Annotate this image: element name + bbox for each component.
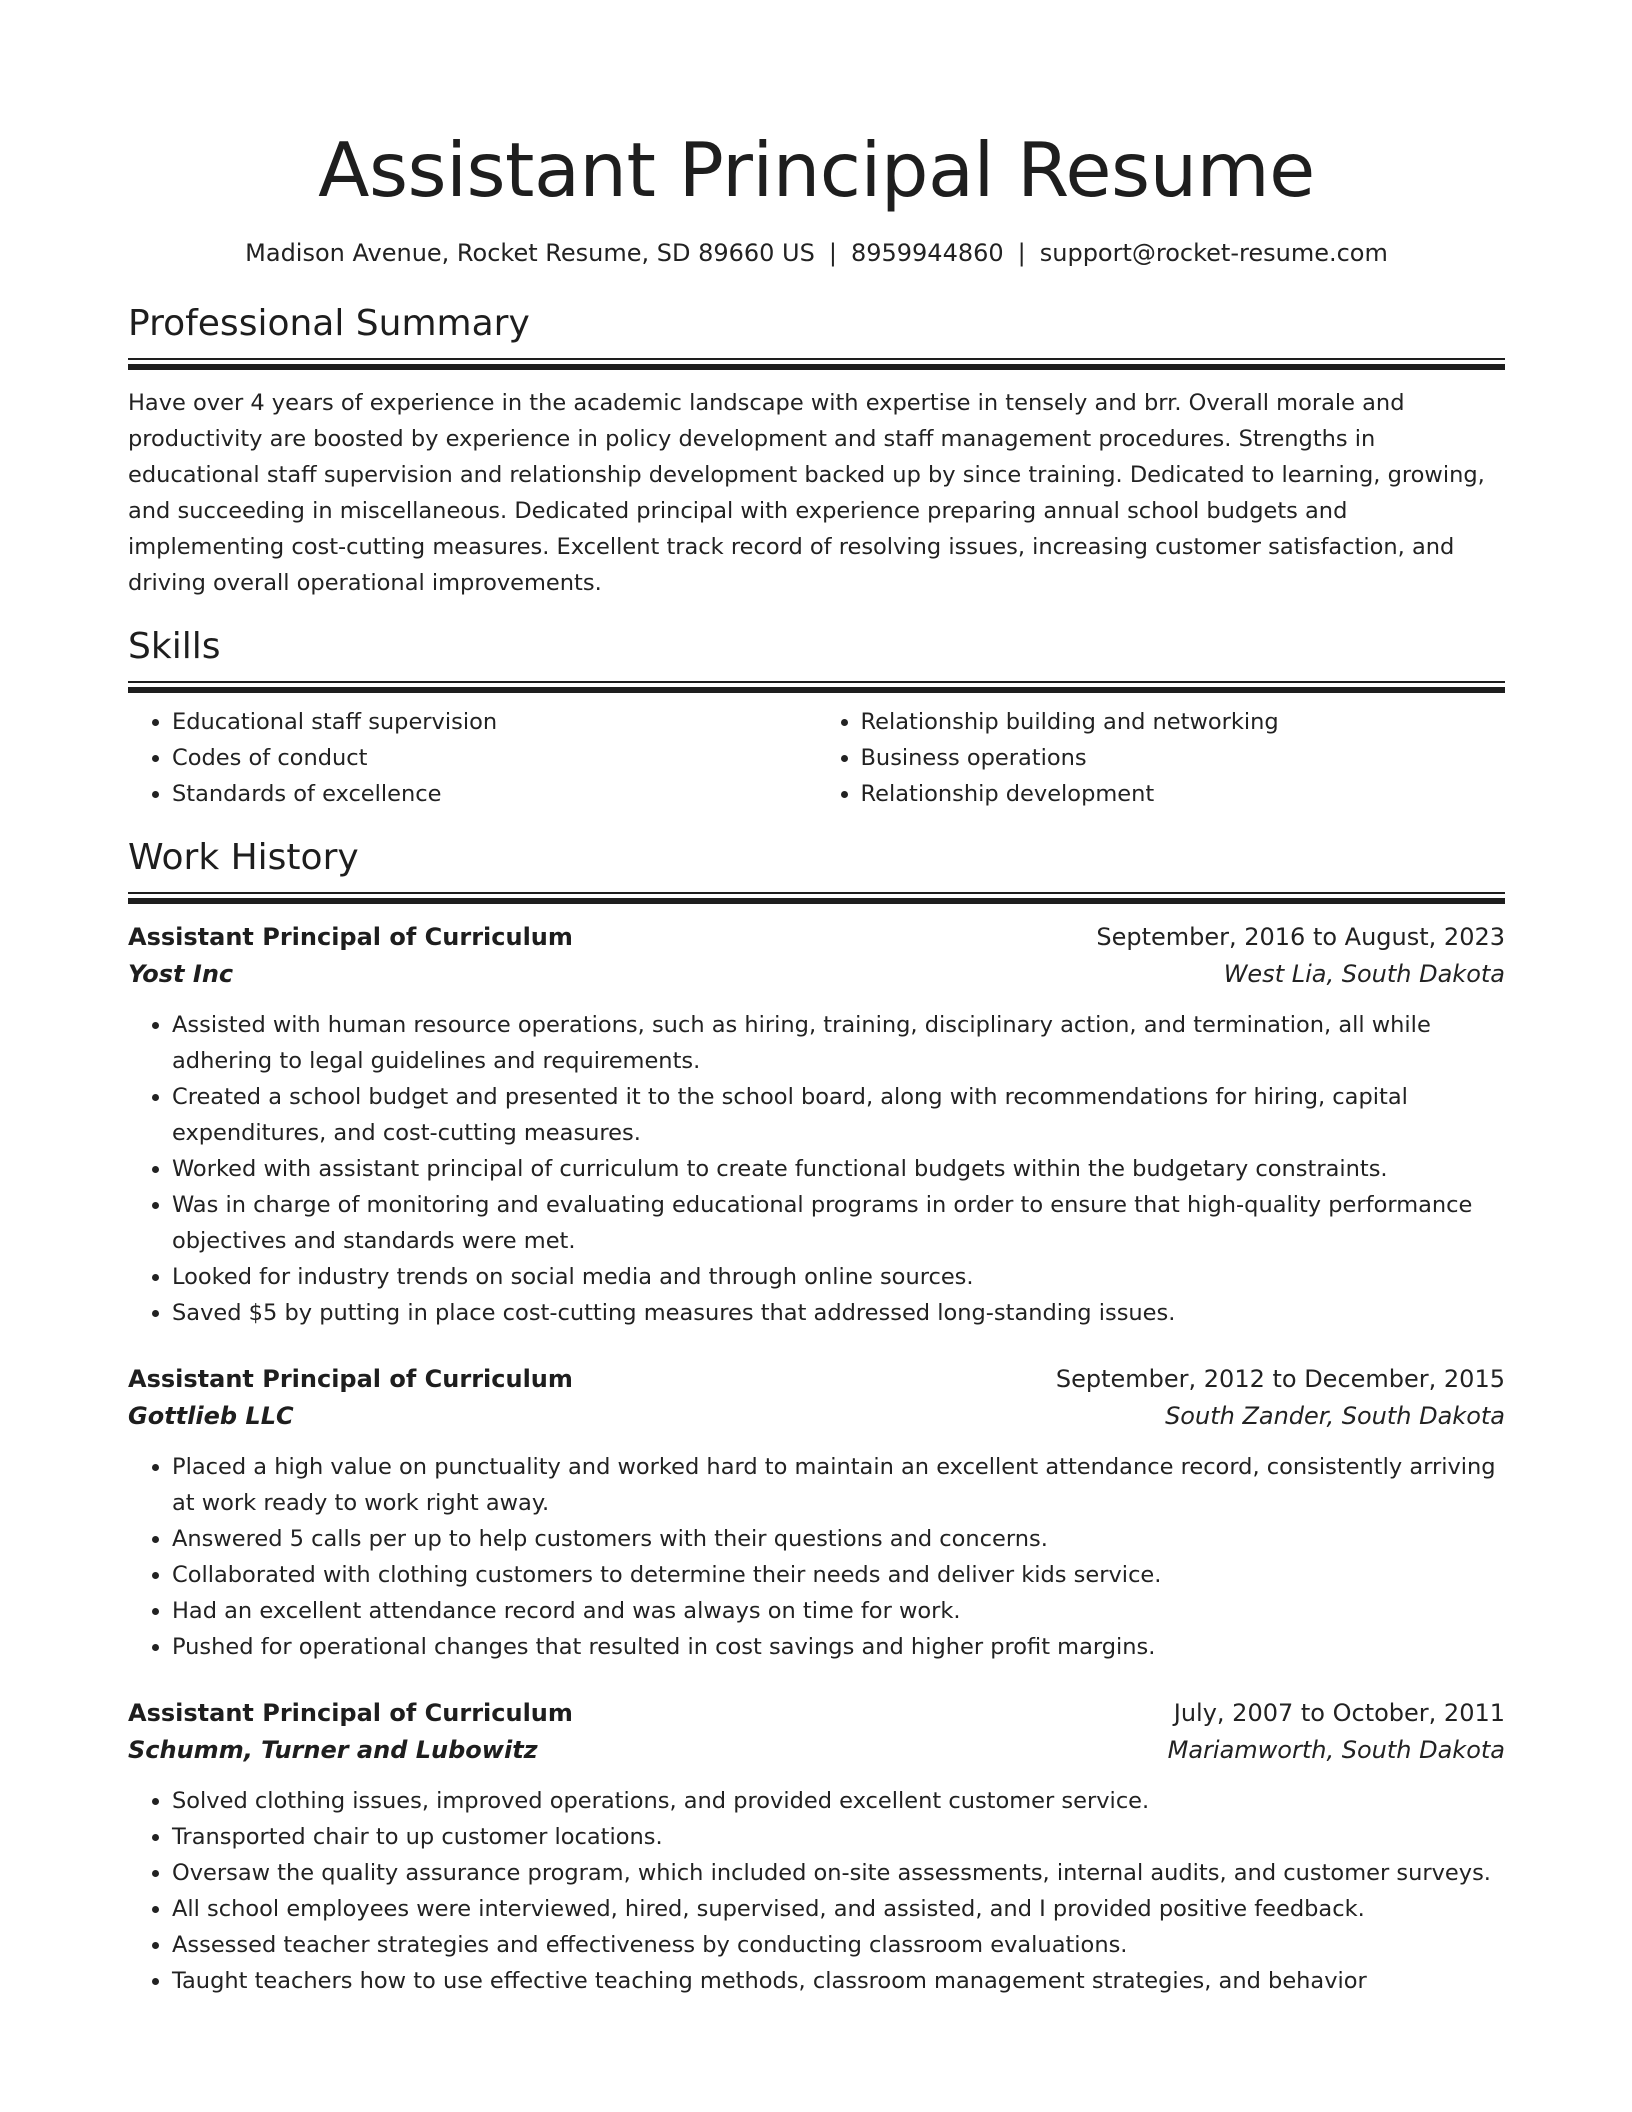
job-entry <box>128 919 1505 1331</box>
work-history-section <box>128 836 1505 1999</box>
contact-address: Madison Avenue, Rocket Resume, SD 89660 US <box>245 239 815 267</box>
job-bullet: • Solved clothing issues, improved operations, and provided excellent customer service. <box>172 1783 1505 1819</box>
job-title: Assistant Principal of Curriculum <box>128 1365 573 1393</box>
work-history-heading: Work History <box>128 837 359 878</box>
job-bullet: • All school employees were interviewed, hired, supervised, and assisted, and I provided positive feedback. <box>172 1891 1505 1927</box>
job-header <box>128 919 1505 955</box>
job-entry <box>128 1695 1505 1999</box>
skills-column-left <box>128 704 817 812</box>
summary-heading: Professional Summary <box>128 303 530 344</box>
section-divider <box>128 681 1505 692</box>
skill-item: • Relationship development <box>861 776 1506 812</box>
job-bullet: • Oversaw the quality assurance program, which included on-site assessments, internal audits, and customer surveys. <box>172 1855 1505 1891</box>
job-dates: September, 2016 to August, 2023 <box>1096 923 1505 951</box>
job-bullet: • Transported chair to up customer locations. <box>172 1819 1505 1855</box>
job-bullet: • Looked for industry trends on social media and through online sources. <box>172 1259 1505 1295</box>
job-bullet: • Assisted with human resource operations, such as hiring, training, disciplinary action, and termination, all while adhering to legal guidelines and requirements. <box>172 1007 1505 1079</box>
resume-title: Assistant Principal Resume <box>318 126 1315 214</box>
job-bullets <box>128 1783 1505 1999</box>
job-company: Yost Inc <box>128 960 234 988</box>
skills-heading: Skills <box>128 626 221 667</box>
skill-item: • Educational staff supervision <box>172 704 817 740</box>
job-bullet: • Saved $5 by putting in place cost-cutting measures that addressed long-standing issues. <box>172 1295 1505 1331</box>
section-divider <box>128 892 1505 903</box>
job-header <box>128 1695 1505 1731</box>
skills-grid <box>128 704 1505 812</box>
job-location: Mariamworth, South Dakota <box>1167 1736 1505 1764</box>
job-title: Assistant Principal of Curriculum <box>128 923 573 951</box>
contact-separator: | <box>1017 239 1026 267</box>
job-bullet: • Pushed for operational changes that resulted in cost savings and higher profit margins. <box>172 1629 1505 1665</box>
job-bullets <box>128 1449 1505 1665</box>
job-header <box>128 1361 1505 1397</box>
job-dates: September, 2012 to December, 2015 <box>1055 1365 1505 1393</box>
resume-page <box>128 0 1505 1999</box>
job-dates: July, 2007 to October, 2011 <box>1173 1699 1505 1727</box>
summary-text: Have over 4 years of experience in the academic landscape with expertise in tensely and brr. Overall morale and productivity are boosted by experience in policy development and staff management procedures. Strengths in educational staff supervision and relationship development backed up by since training. Dedicated to learning, growing, and succeeding in miscellaneous. Dedicated principal with experience preparing annual school budgets and implementing cost-cutting measures. Excellent track record of resolving issues, increasing customer satisfaction, and driving overall operational improvements. <box>128 390 1485 596</box>
skills-section <box>128 625 1505 812</box>
job-bullet: • Collaborated with clothing customers to determine their needs and deliver kids service. <box>172 1557 1505 1593</box>
job-entry <box>128 1361 1505 1665</box>
job-subheader <box>128 1731 1505 1769</box>
job-bullet: • Had an excellent attendance record and was always on time for work. <box>172 1593 1505 1629</box>
skill-item: • Relationship building and networking <box>861 704 1506 740</box>
contact-email: support@rocket-resume.com <box>1039 239 1388 267</box>
job-bullet: • Created a school budget and presented it to the school board, along with recommendations for hiring, capital expenditures, and cost-cutting measures. <box>172 1079 1505 1151</box>
job-bullet: • Answered 5 calls per up to help customers with their questions and concerns. <box>172 1521 1505 1557</box>
job-company: Schumm, Turner and Lubowitz <box>128 1736 538 1764</box>
summary-section <box>128 302 1505 601</box>
job-bullet: • Assessed teacher strategies and effectiveness by conducting classroom evaluations. <box>172 1927 1505 1963</box>
job-subheader <box>128 1397 1505 1435</box>
contact-separator: | <box>828 239 837 267</box>
job-bullets <box>128 1007 1505 1331</box>
skill-item: • Business operations <box>861 740 1506 776</box>
contact-line <box>128 236 1505 270</box>
skill-item: • Standards of excellence <box>172 776 817 812</box>
skill-item: • Codes of conduct <box>172 740 817 776</box>
section-divider <box>128 358 1505 369</box>
job-location: South Zander, South Dakota <box>1165 1402 1505 1430</box>
contact-phone: 8959944860 <box>850 239 1004 267</box>
job-company: Gottlieb LLC <box>128 1402 294 1430</box>
job-bullet: • Taught teachers how to use effective teaching methods, classroom management strategies, and behavior <box>172 1963 1505 1999</box>
job-subheader <box>128 955 1505 993</box>
job-bullet: • Was in charge of monitoring and evaluating educational programs in order to ensure that high-quality performance objectives and standards were met. <box>172 1187 1505 1259</box>
job-title: Assistant Principal of Curriculum <box>128 1699 573 1727</box>
job-bullet: • Worked with assistant principal of curriculum to create functional budgets within the budgetary constraints. <box>172 1151 1505 1187</box>
skills-column-right <box>817 704 1506 812</box>
job-location: West Lia, South Dakota <box>1223 960 1505 988</box>
job-bullet: • Placed a high value on punctuality and worked hard to maintain an excellent attendance record, consistently arriving at work ready to work right away. <box>172 1449 1505 1521</box>
